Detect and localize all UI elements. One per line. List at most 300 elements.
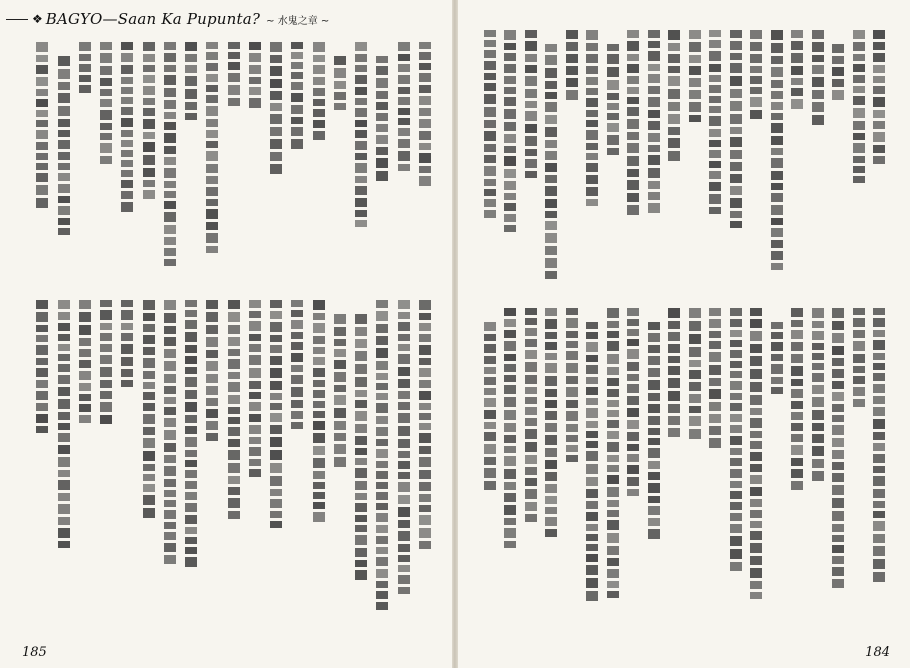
glyph-mark — [334, 408, 346, 418]
glyph-mark — [832, 79, 844, 87]
glyph-mark — [648, 356, 660, 365]
glyph-mark — [419, 153, 431, 163]
text-column — [872, 308, 886, 628]
glyph-mark — [164, 201, 176, 209]
glyph-mark — [79, 54, 91, 61]
glyph-mark — [586, 421, 598, 428]
glyph-mark — [525, 54, 537, 62]
glyph-mark — [709, 438, 721, 448]
glyph-mark — [164, 479, 176, 487]
text-column — [688, 30, 702, 290]
glyph-mark — [504, 181, 516, 190]
glyph-mark — [525, 89, 537, 98]
glyph-mark — [627, 465, 639, 474]
glyph-mark — [730, 127, 742, 134]
glyph-mark — [545, 472, 557, 481]
glyph-mark — [355, 548, 367, 557]
glyph-mark — [36, 65, 48, 74]
glyph-mark — [586, 54, 598, 63]
glyph-mark — [586, 524, 598, 531]
glyph-mark — [419, 300, 431, 310]
glyph-mark — [270, 381, 282, 390]
glyph-mark — [566, 308, 578, 315]
glyph-mark — [228, 498, 240, 508]
glyph-mark — [164, 490, 176, 497]
text-column — [565, 30, 579, 290]
glyph-mark — [566, 318, 578, 328]
glyph-mark — [228, 487, 240, 495]
glyph-mark — [206, 130, 218, 138]
glyph-mark — [791, 445, 803, 455]
glyph-mark — [607, 420, 619, 428]
glyph-mark — [143, 168, 155, 177]
glyph-mark — [607, 103, 619, 110]
glyph-mark — [185, 527, 197, 534]
glyph-mark — [607, 80, 619, 90]
glyph-mark — [545, 400, 557, 408]
glyph-mark — [355, 42, 367, 51]
glyph-mark — [355, 525, 367, 532]
glyph-mark — [36, 325, 48, 332]
glyph-mark — [376, 171, 388, 181]
glyph-mark — [164, 500, 176, 507]
glyph-mark — [228, 372, 240, 379]
glyph-mark — [291, 93, 303, 102]
glyph-mark — [249, 65, 261, 74]
glyph-mark — [853, 399, 865, 407]
glyph-mark — [143, 414, 155, 424]
glyph-mark — [164, 212, 176, 222]
glyph-mark — [730, 162, 742, 171]
glyph-mark — [121, 170, 133, 177]
glyph-mark — [58, 457, 70, 467]
glyph-mark — [586, 489, 598, 498]
glyph-mark — [419, 334, 431, 342]
glyph-mark — [355, 314, 367, 324]
glyph-mark — [545, 363, 557, 373]
glyph-mark — [185, 300, 197, 307]
glyph-mark — [206, 63, 218, 71]
glyph-mark — [545, 115, 557, 124]
glyph-mark — [419, 470, 431, 479]
glyph-mark — [121, 323, 133, 330]
glyph-mark — [355, 493, 367, 500]
glyph-mark — [143, 451, 155, 461]
glyph-mark — [334, 103, 346, 110]
glyph-mark — [484, 94, 496, 104]
glyph-mark — [313, 99, 325, 106]
glyph-mark — [525, 407, 537, 415]
glyph-mark — [545, 258, 557, 268]
glyph-mark — [586, 365, 598, 374]
glyph-mark — [143, 132, 155, 139]
glyph-mark — [355, 130, 367, 138]
glyph-mark — [504, 375, 516, 382]
glyph-mark — [730, 549, 742, 559]
glyph-mark — [812, 423, 824, 431]
glyph-mark — [832, 556, 844, 564]
glyph-mark — [206, 337, 218, 347]
glyph-mark — [249, 402, 261, 411]
glyph-mark — [873, 121, 885, 129]
glyph-mark — [791, 401, 803, 409]
glyph-mark — [586, 544, 598, 551]
glyph-mark — [36, 99, 48, 107]
glyph-mark — [164, 326, 176, 334]
glyph-mark — [853, 341, 865, 351]
glyph-mark — [648, 393, 660, 401]
glyph-mark — [270, 335, 282, 342]
glyph-mark — [206, 74, 218, 82]
glyph-mark — [100, 99, 112, 107]
glyph-mark — [185, 113, 197, 120]
glyph-mark — [376, 147, 388, 155]
glyph-mark — [627, 30, 639, 38]
glyph-mark — [206, 42, 218, 49]
glyph-mark — [504, 214, 516, 222]
glyph-mark — [270, 489, 282, 496]
glyph-mark — [206, 233, 218, 243]
glyph-mark — [398, 451, 410, 458]
glyph-mark — [525, 101, 537, 108]
glyph-mark — [376, 536, 388, 544]
glyph-mark — [291, 332, 303, 339]
glyph-mark — [355, 458, 367, 465]
glyph-mark — [58, 140, 70, 149]
glyph-mark — [504, 308, 516, 316]
glyph-mark — [185, 557, 197, 567]
glyph-mark — [545, 175, 557, 183]
glyph-mark — [206, 52, 218, 60]
glyph-mark — [730, 393, 742, 400]
glyph-mark — [504, 76, 516, 84]
glyph-mark — [376, 581, 388, 588]
glyph-mark — [121, 107, 133, 115]
glyph-mark — [355, 390, 367, 397]
glyph-mark — [484, 179, 496, 186]
glyph-mark — [832, 321, 844, 330]
glyph-mark — [586, 342, 598, 352]
glyph-mark — [355, 377, 367, 387]
glyph-mark — [58, 323, 70, 331]
glyph-mark — [36, 380, 48, 388]
glyph-mark — [586, 130, 598, 140]
glyph-mark — [376, 569, 388, 578]
text-column — [729, 30, 743, 290]
glyph-mark — [586, 77, 598, 85]
glyph-mark — [100, 156, 112, 164]
glyph-mark — [668, 114, 680, 124]
glyph-mark — [750, 319, 762, 328]
glyph-mark — [873, 132, 885, 142]
glyph-mark — [484, 334, 496, 341]
glyph-mark — [143, 371, 155, 379]
glyph-mark — [607, 520, 619, 530]
glyph-mark — [334, 360, 346, 369]
glyph-mark — [525, 418, 537, 426]
glyph-mark — [545, 163, 557, 172]
glyph-mark — [185, 320, 197, 329]
glyph-mark — [143, 347, 155, 355]
glyph-mark — [270, 79, 282, 88]
glyph-mark — [249, 300, 261, 308]
glyph-mark — [545, 55, 557, 65]
glyph-mark — [709, 194, 721, 204]
glyph-mark — [58, 433, 70, 442]
glyph-mark — [376, 492, 388, 500]
glyph-mark — [121, 42, 133, 50]
glyph-mark — [709, 129, 721, 137]
glyph-mark — [36, 163, 48, 170]
glyph-mark — [709, 182, 721, 191]
glyph-mark — [376, 300, 388, 308]
glyph-mark — [627, 489, 639, 496]
text-column — [269, 300, 283, 620]
glyph-mark — [270, 322, 282, 332]
glyph-mark — [291, 127, 303, 136]
glyph-mark — [228, 450, 240, 460]
glyph-mark — [627, 180, 639, 190]
glyph-mark — [525, 136, 537, 146]
glyph-mark — [36, 130, 48, 139]
glyph-mark — [419, 358, 431, 365]
glyph-mark — [484, 468, 496, 478]
glyph-mark — [334, 372, 346, 382]
glyph-mark — [586, 512, 598, 521]
glyph-mark — [545, 353, 557, 360]
glyph-mark — [270, 311, 282, 319]
glyph-mark — [607, 410, 619, 417]
glyph-mark — [607, 331, 619, 338]
glyph-mark — [164, 168, 176, 178]
glyph-mark — [873, 443, 885, 451]
glyph-mark — [586, 591, 598, 601]
glyph-mark — [228, 62, 240, 70]
glyph-mark — [791, 66, 803, 75]
glyph-mark — [121, 160, 133, 167]
glyph-mark — [750, 556, 762, 565]
glyph-mark — [79, 360, 91, 368]
glyph-mark — [143, 142, 155, 152]
glyph-mark — [334, 433, 346, 441]
glyph-mark — [586, 464, 598, 474]
glyph-mark — [121, 310, 133, 320]
glyph-mark — [206, 151, 218, 161]
glyph-mark — [398, 164, 410, 171]
glyph-mark — [313, 347, 325, 354]
glyph-mark — [566, 424, 578, 432]
text-column — [852, 308, 866, 628]
glyph-mark — [355, 481, 367, 490]
text-column — [749, 308, 763, 628]
glyph-mark — [832, 545, 844, 553]
glyph-mark — [812, 331, 824, 340]
glyph-mark — [185, 89, 197, 99]
glyph-mark — [164, 237, 176, 245]
glyph-mark — [668, 30, 680, 40]
glyph-mark — [607, 487, 619, 497]
glyph-mark — [164, 522, 176, 529]
text-column — [565, 308, 579, 628]
right-page — [458, 0, 910, 668]
glyph-mark — [771, 354, 783, 361]
glyph-mark — [853, 108, 865, 118]
glyph-mark — [771, 171, 783, 180]
glyph-mark — [270, 450, 282, 460]
glyph-mark — [648, 110, 660, 118]
glyph-mark — [313, 458, 325, 468]
glyph-mark — [206, 350, 218, 358]
glyph-mark — [607, 510, 619, 517]
glyph-mark — [143, 324, 155, 332]
glyph-mark — [791, 434, 803, 442]
glyph-mark — [79, 75, 91, 82]
glyph-mark — [398, 334, 410, 341]
glyph-mark — [525, 124, 537, 133]
glyph-mark — [376, 557, 388, 566]
glyph-mark — [668, 404, 680, 413]
glyph-mark — [853, 366, 865, 373]
glyph-mark — [100, 143, 112, 153]
glyph-mark — [143, 300, 155, 310]
glyph-mark — [100, 323, 112, 330]
text-column — [872, 30, 886, 290]
glyph-mark — [853, 354, 865, 363]
glyph-mark — [504, 109, 516, 119]
glyph-mark — [484, 210, 496, 218]
glyph-mark — [376, 471, 388, 479]
glyph-mark — [504, 341, 516, 351]
glyph-mark — [376, 383, 388, 390]
glyph-mark — [313, 323, 325, 333]
glyph-mark — [832, 450, 844, 459]
glyph-mark — [249, 53, 261, 62]
glyph-mark — [291, 375, 303, 384]
glyph-mark — [376, 547, 388, 554]
glyph-mark — [484, 83, 496, 91]
glyph-mark — [771, 193, 783, 202]
glyph-mark — [730, 137, 742, 147]
glyph-mark — [58, 375, 70, 384]
glyph-mark — [545, 140, 557, 148]
glyph-mark — [121, 333, 133, 341]
glyph-mark — [164, 300, 176, 310]
glyph-mark — [873, 407, 885, 416]
glyph-mark — [648, 461, 660, 469]
glyph-mark — [525, 467, 537, 475]
glyph-mark — [627, 156, 639, 166]
glyph-mark — [730, 30, 742, 38]
glyph-mark — [398, 118, 410, 125]
glyph-mark — [185, 65, 197, 73]
glyph-mark — [873, 384, 885, 393]
glyph-mark — [58, 218, 70, 225]
glyph-mark — [586, 408, 598, 418]
glyph-mark — [525, 308, 537, 315]
glyph-mark — [419, 166, 431, 173]
glyph-mark — [419, 433, 431, 443]
glyph-mark — [504, 528, 516, 538]
glyph-mark — [291, 320, 303, 329]
glyph-mark — [771, 342, 783, 351]
glyph-mark — [586, 199, 598, 206]
glyph-mark — [79, 325, 91, 335]
text-column — [418, 300, 432, 620]
glyph-mark — [668, 138, 680, 148]
glyph-mark — [313, 433, 325, 443]
glyph-mark — [79, 371, 91, 380]
glyph-mark — [291, 411, 303, 419]
glyph-mark — [689, 30, 701, 39]
glyph-mark — [398, 354, 410, 364]
glyph-mark — [709, 75, 721, 82]
glyph-mark — [164, 374, 176, 383]
glyph-mark — [376, 336, 388, 345]
left-page — [0, 0, 452, 668]
glyph-mark — [812, 343, 824, 350]
glyph-mark — [291, 400, 303, 408]
glyph-mark — [730, 448, 742, 455]
glyph-mark — [812, 102, 824, 112]
glyph-mark — [730, 101, 742, 111]
glyph-mark — [355, 65, 367, 72]
glyph-mark — [58, 228, 70, 235]
glyph-mark — [249, 459, 261, 466]
glyph-mark — [185, 367, 197, 374]
glyph-mark — [545, 221, 557, 230]
glyph-mark — [730, 458, 742, 466]
text-column — [78, 42, 92, 282]
glyph-mark — [627, 396, 639, 405]
glyph-mark — [291, 82, 303, 90]
glyph-mark — [504, 410, 516, 420]
glyph-mark — [185, 42, 197, 51]
glyph-mark — [607, 113, 619, 120]
glyph-mark — [750, 464, 762, 472]
glyph-mark — [873, 318, 885, 327]
glyph-mark — [730, 76, 742, 86]
glyph-mark — [873, 30, 885, 39]
glyph-mark — [143, 180, 155, 187]
glyph-mark — [313, 471, 325, 479]
glyph-mark — [313, 313, 325, 320]
glyph-mark — [79, 404, 91, 412]
glyph-mark — [545, 496, 557, 504]
text-column — [503, 30, 517, 290]
glyph-mark — [334, 339, 346, 346]
glyph-mark — [36, 110, 48, 117]
glyph-mark — [313, 77, 325, 85]
glyph-mark — [121, 150, 133, 157]
glyph-mark — [771, 240, 783, 248]
glyph-mark — [668, 366, 680, 375]
glyph-mark — [121, 357, 133, 366]
glyph-mark — [771, 158, 783, 168]
glyph-mark — [832, 333, 844, 343]
glyph-mark — [355, 108, 367, 117]
glyph-mark — [398, 565, 410, 572]
glyph-mark — [566, 42, 578, 51]
glyph-mark — [566, 78, 578, 87]
glyph-mark — [525, 502, 537, 511]
glyph-mark — [586, 153, 598, 160]
glyph-mark — [376, 503, 388, 510]
glyph-mark — [627, 349, 639, 359]
text-column — [585, 30, 599, 290]
glyph-mark — [648, 448, 660, 458]
glyph-mark — [270, 66, 282, 76]
glyph-mark — [873, 521, 885, 531]
